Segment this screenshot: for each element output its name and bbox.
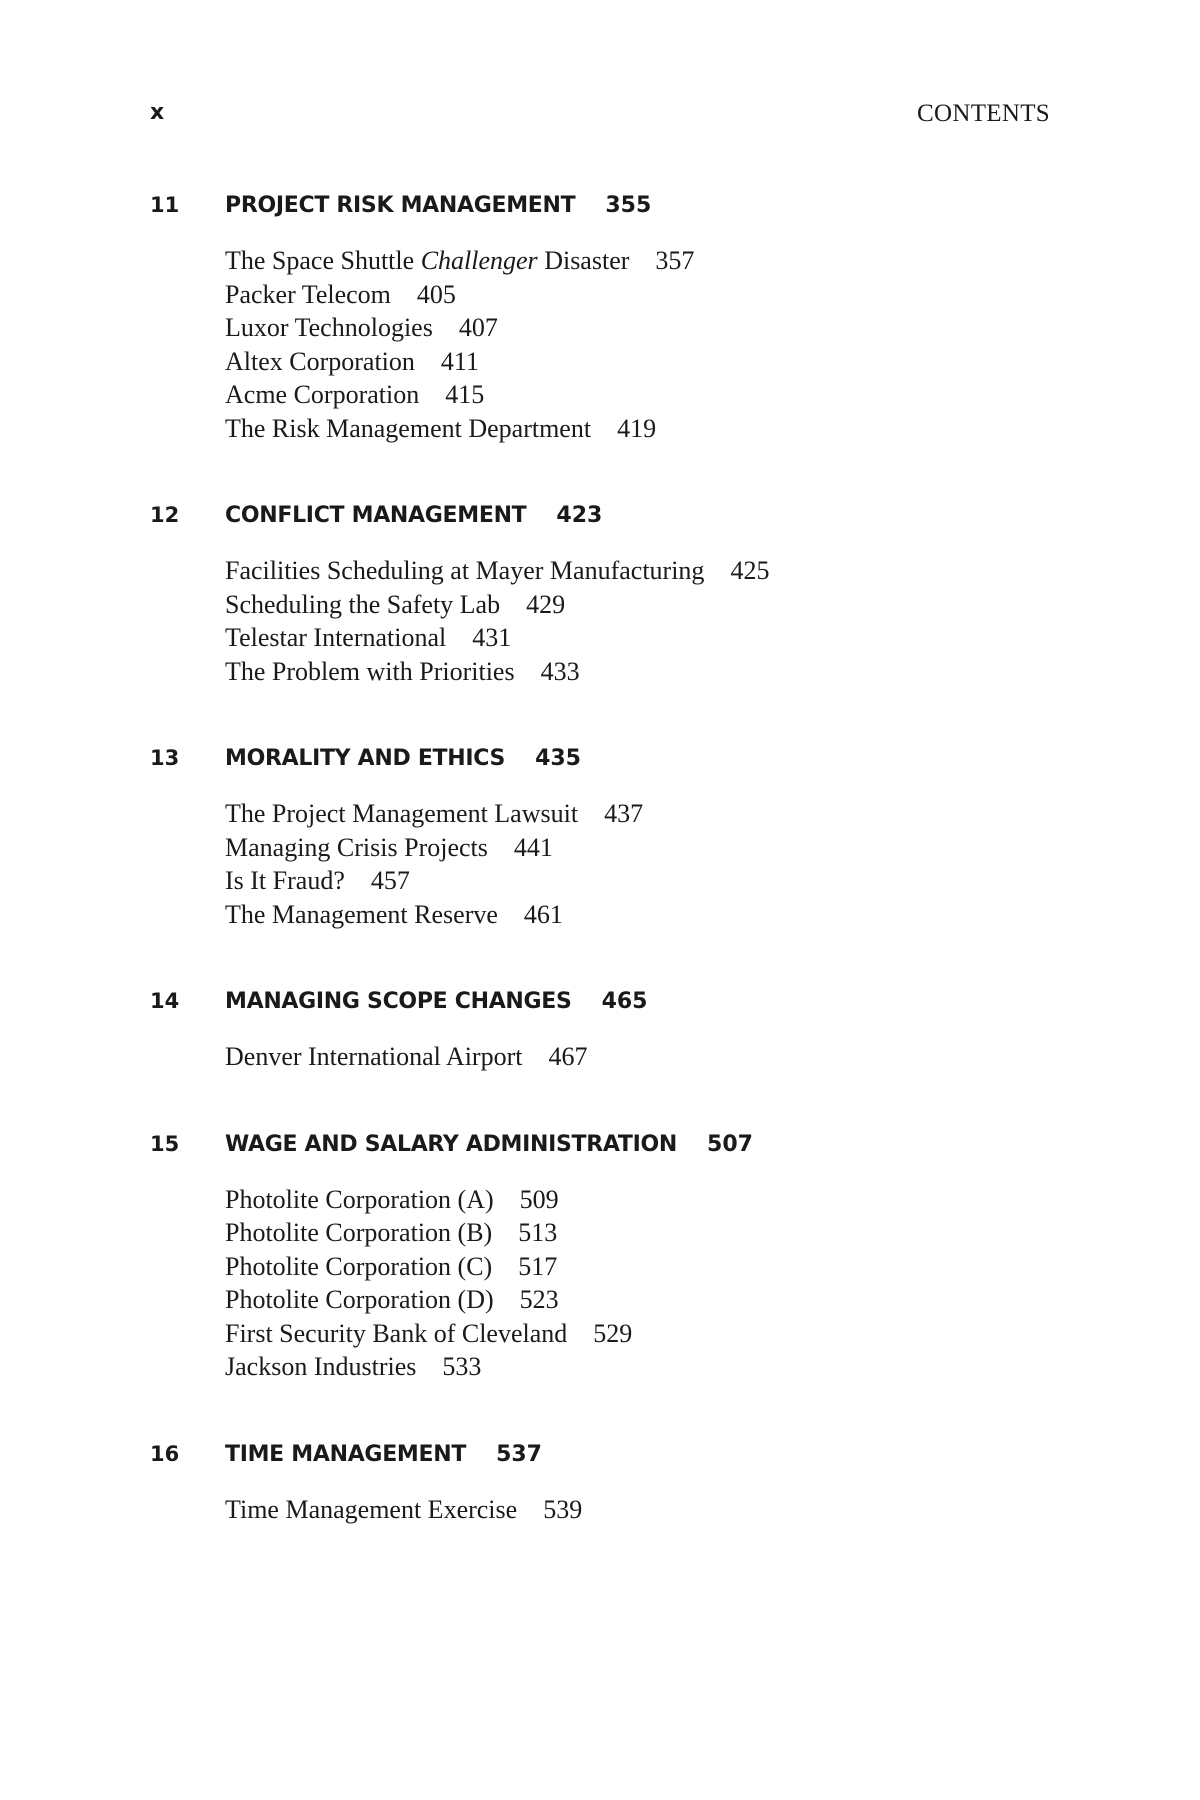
chapter-title: MANAGING SCOPE CHANGES	[225, 989, 572, 1014]
entry-page: 431	[472, 623, 512, 652]
entry-page: 411	[440, 346, 479, 376]
chapter-heading	[150, 503, 1070, 547]
toc-entry	[225, 1317, 1070, 1351]
chapter-12	[150, 503, 1070, 688]
chapter-heading	[150, 989, 1070, 1033]
toc-entry	[225, 1183, 1070, 1217]
chapter-13	[150, 746, 1070, 931]
chapter-number: 12	[150, 503, 180, 527]
chapter-page: 507	[707, 1131, 753, 1157]
entry-page: 523	[519, 1285, 559, 1314]
chapter-heading	[150, 1132, 1070, 1176]
entry-title: Managing Crisis Projects	[225, 832, 488, 862]
chapter-number: 16	[150, 1441, 180, 1466]
entry-page: 539	[543, 1494, 583, 1524]
chapter-number: 13	[150, 746, 180, 770]
chapter-page: 355	[605, 193, 652, 218]
entry-page: 429	[526, 589, 566, 619]
toc-entry	[225, 797, 1070, 831]
toc-entry	[225, 244, 1070, 278]
toc-entry	[225, 1493, 1070, 1527]
entry-title: Telestar International	[225, 623, 447, 652]
toc-entry	[225, 1216, 1070, 1250]
chapter-page: 537	[496, 1441, 542, 1467]
chapter-number: 14	[150, 989, 180, 1013]
toc-entry	[225, 831, 1070, 865]
entry-title: The Risk Management Department	[225, 413, 592, 443]
chapter-title: CONFLICT MANAGEMENT	[225, 503, 527, 528]
toc-entry	[225, 1250, 1070, 1284]
entry-title: Acme Corporation	[225, 380, 420, 409]
entry-page: 529	[593, 1318, 633, 1348]
entry-title-part: The Space Shuttle	[225, 246, 421, 275]
toc-entry	[225, 1283, 1070, 1317]
chapter-11	[150, 193, 1070, 445]
chapter-title: MORALITY AND ETHICS	[225, 746, 506, 771]
chapter-heading	[150, 193, 1070, 237]
chapter-title: WAGE AND SALARY ADMINISTRATION	[225, 1131, 678, 1157]
toc-entry	[225, 278, 1070, 312]
chapter-16	[150, 1442, 1070, 1527]
chapter-number: 11	[150, 193, 180, 217]
entry-title: The Problem with Priorities	[225, 656, 515, 686]
toc-entry	[225, 655, 1070, 689]
entry-title: Photolite Corporation (C)	[225, 1251, 493, 1281]
toc-entry	[225, 311, 1070, 345]
entry-page: 457	[370, 866, 410, 895]
entry-title: Altex Corporation	[225, 346, 415, 376]
chapter-number: 15	[150, 1131, 180, 1156]
chapter-entries	[225, 797, 1070, 931]
toc-entry	[225, 898, 1070, 932]
entry-title: Is It Fraud?	[225, 866, 345, 895]
entry-page: 405	[416, 279, 456, 309]
page-number: x	[150, 100, 165, 125]
entry-title: Jackson Industries	[225, 1352, 417, 1381]
entry-page: 357	[655, 246, 695, 275]
entry-title-part: Disaster	[537, 246, 630, 275]
entry-page: 407	[458, 313, 498, 342]
entry-page: 425	[730, 556, 770, 585]
toc-entry	[225, 554, 1070, 588]
entry-page: 533	[442, 1352, 482, 1381]
toc-entry	[225, 412, 1070, 446]
entry-title: Photolite Corporation (D)	[225, 1285, 494, 1314]
chapter-page: 435	[535, 746, 581, 771]
chapter-14	[150, 989, 1070, 1074]
toc-entry	[225, 588, 1070, 622]
entry-title: First Security Bank of Cleveland	[225, 1318, 568, 1348]
entry-page: 509	[519, 1184, 559, 1214]
entry-title: Denver International Airport	[225, 1042, 523, 1071]
entry-title-italic: Challenger	[420, 246, 538, 275]
chapter-title: PROJECT RISK MANAGEMENT	[225, 193, 576, 218]
entry-title: Facilities Scheduling at Mayer Manufacturing	[225, 556, 705, 585]
entry-page: 419	[617, 413, 657, 443]
chapter-entries	[225, 1040, 1070, 1074]
chapter-15	[150, 1132, 1070, 1384]
entry-title: Scheduling the Safety Lab	[225, 589, 501, 619]
chapter-entries	[225, 244, 1070, 445]
chapter-page: 465	[601, 989, 648, 1014]
entry-title: Photolite Corporation (B)	[225, 1218, 493, 1247]
entry-page: 467	[548, 1042, 588, 1071]
entry-title: Luxor Technologies	[225, 313, 433, 342]
chapter-entries	[225, 1493, 1070, 1527]
table-of-contents	[150, 193, 1070, 1584]
entry-title: Photolite Corporation (A)	[225, 1184, 494, 1214]
chapter-title: TIME MANAGEMENT	[225, 1441, 467, 1467]
entry-title: The Project Management Lawsuit	[225, 799, 579, 828]
entry-page: 461	[523, 899, 563, 929]
chapter-heading	[150, 1442, 1070, 1486]
chapter-heading	[150, 746, 1070, 790]
entry-page: 513	[518, 1218, 558, 1247]
entry-page: 415	[445, 380, 485, 409]
toc-entry	[225, 378, 1070, 412]
entry-page: 433	[540, 656, 580, 686]
toc-entry	[225, 345, 1070, 379]
running-head: CONTENTS	[917, 100, 1050, 127]
entry-page: 517	[518, 1251, 558, 1281]
toc-entry	[225, 1350, 1070, 1384]
chapter-entries	[225, 1183, 1070, 1384]
entry-page: 437	[604, 799, 644, 828]
toc-entry	[225, 621, 1070, 655]
entry-title: The Management Reserve	[225, 899, 498, 929]
toc-entry	[225, 864, 1070, 898]
chapter-entries	[225, 554, 1070, 688]
toc-entry	[225, 1040, 1070, 1074]
chapter-page: 423	[556, 503, 603, 528]
entry-title: Time Management Exercise	[225, 1494, 518, 1524]
entry-page: 441	[513, 832, 553, 862]
entry-title: Packer Telecom	[225, 279, 391, 309]
